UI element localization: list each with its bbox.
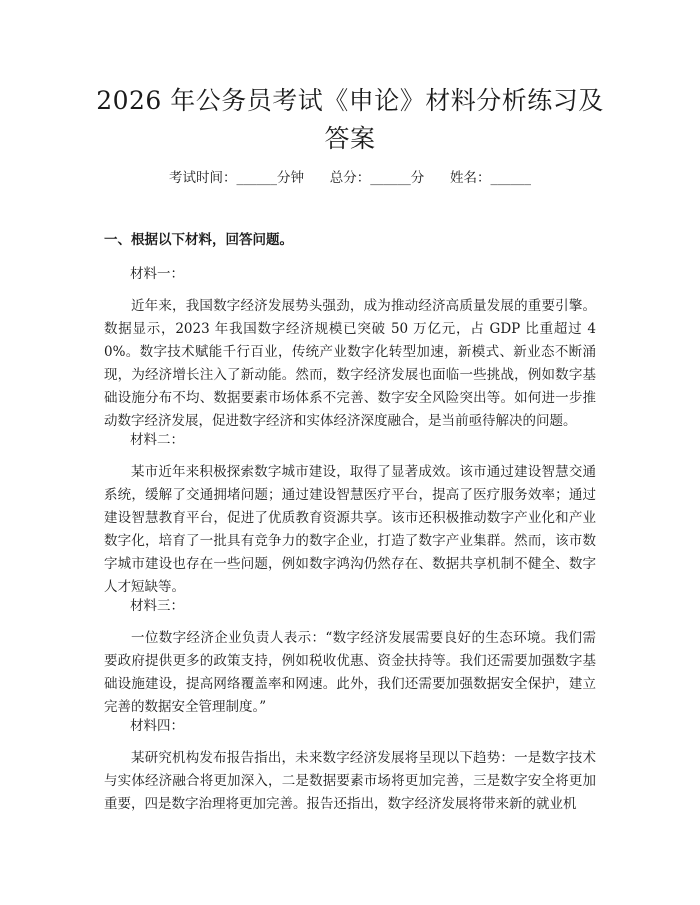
material-4-label: 材料四： [130, 718, 184, 734]
material-1-text: 近年来，我国数字经济发展势头强劲，成为推动经济高质量发展的重要引擎。数据显示，2023 年我国数字经济规模已突破 50 万亿元，占 GDP 比重超过 40%。数字技术赋能千行百业，传统产业数字化转型加速，新模式、新业态不断涌现，为经济增长注入了新动能。然而，数字经济发展也面临一些挑战，例如数字基础设施分布不均、数据要素市场体系不完善、数字安全风险突出等。如何进一步推动数字经济发展，促进数字经济和实体经济深度融合，是当前亟待解决的问题。 [104, 298, 596, 429]
material-3-text: 一位数字经济企业负责人表示：“数字经济发展需要良好的生态环境。我们需要政府提供更多的政策支持，例如税收优惠、资金扶持等。我们还需要加强数字基础设施建设，提高网络覆盖率和网速。此外，我们还需要加强数据安全保护，建立完善的数据安全管理制度。” [104, 630, 596, 715]
material-2-label: 材料二： [130, 432, 184, 448]
document-title: 2026 年公务员考试《申论》材料分析练习及答案 [96, 86, 604, 153]
material-1-label: 材料一： [130, 266, 184, 282]
section-heading: 一、根据以下材料，回答问题。 [104, 232, 293, 248]
material-3-label: 材料三： [130, 598, 184, 614]
exam-info-line [0, 168, 700, 188]
material-4-text: 某研究机构发布报告指出，未来数字经济发展将呈现以下趋势：一是数字技术与实体经济融合将更加深入，二是数据要素市场将更加完善，三是数字安全将更加重要，四是数字治理将更加完善。报告还指出，数字经济发展将带来新的就业机 [104, 750, 596, 812]
material-2-text: 某市近年来积极探索数字城市建设，取得了显著成效。该市通过建设智慧交通系统，缓解了交通拥堵问题；通过建设智慧医疗平台，提高了医疗服务效率；通过建设智慧教育平台，促进了优质教育资源共享。该市还积极推动数字产业化和产业数字化，培育了一批具有竞争力的数字企业，打造了数字产业集群。然而，该市数字城市建设也存在一些问题，例如数字鸿沟仍然存在、数据共享机制不健全、数字人才短缺等。 [104, 464, 596, 595]
exam-time-field: 考试时间：______分钟 [169, 170, 304, 186]
name-field: 姓名：______ [450, 170, 531, 186]
total-score-field: 总分：______分 [329, 170, 425, 186]
